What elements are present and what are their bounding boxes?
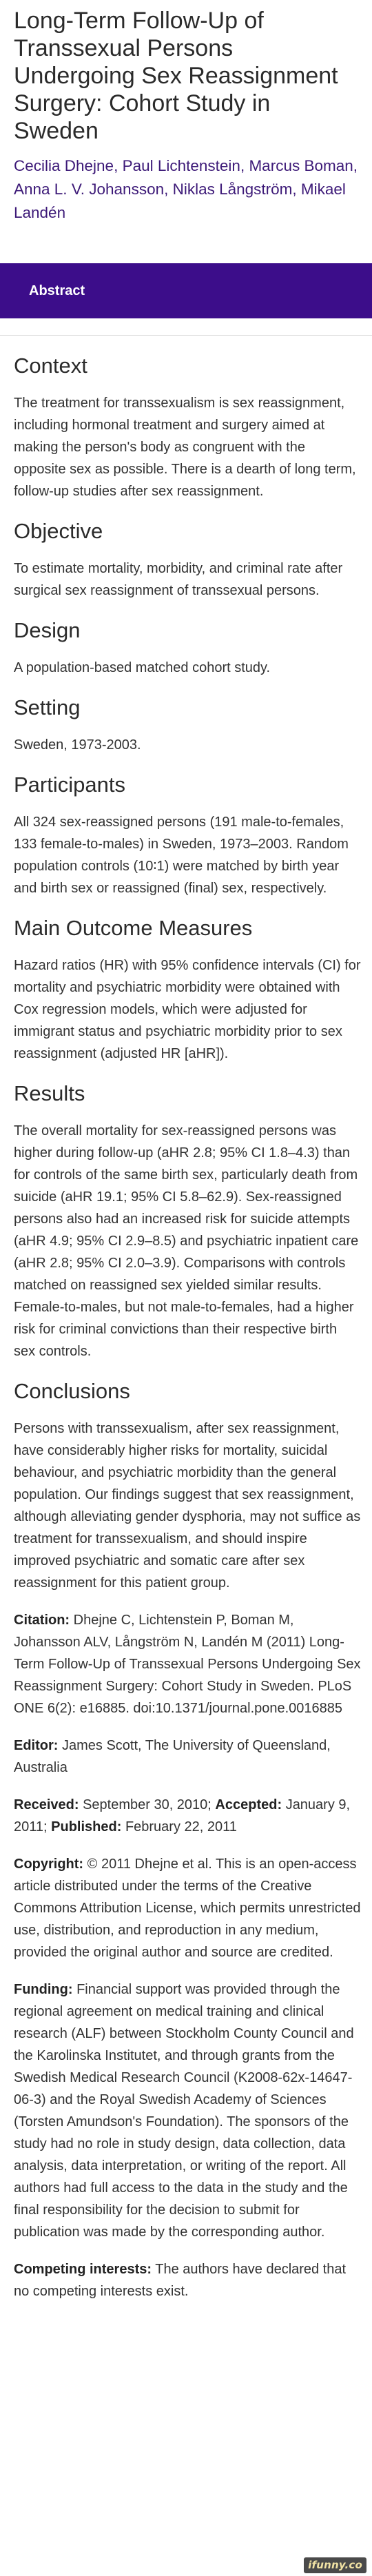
- accepted-date: January 9, 2011;: [14, 1797, 351, 1834]
- participants-section: [0, 756, 372, 899]
- dates-block: [14, 1779, 361, 1838]
- received-label: Received:: [14, 1797, 79, 1812]
- context-text: The treatment for transsexualism is sex reassignment, including hormonal treatment and surgery aimed at making the person's body as congruent with the opposite sex as possible. There is a dearth of long term, follow-up studies after sex reassignment.: [14, 396, 356, 499]
- conclusions-text: Persons with transsexualism, after sex reassignment, have considerably higher risks for mortality, suicidal behaviour, and psychiatric morbidity than the general population. Our findings suggest that sex reassignment, although alleviating gender dysphoria, may not suffice as treatment for transsexualism, and should inspire improved psychiatric and somatic care after sex reassignment for this patient group.: [14, 1421, 361, 1591]
- competing-interests-text: The authors have declared that no competing interests exist.: [14, 2262, 347, 2299]
- context-section: [0, 336, 372, 502]
- results-heading: Results: [14, 1081, 85, 1105]
- conclusions-section: [0, 1362, 372, 1594]
- watermark-text: ifunny.co: [308, 2559, 362, 2571]
- copyright-block: [14, 1838, 361, 1963]
- outcome-heading: Main Outcome Measures: [14, 916, 253, 940]
- funding-label: Funding:: [14, 1982, 73, 1997]
- editor-text: James Scott, The University of Queensland, Australia: [14, 1738, 331, 1775]
- competing-interests-label: Competing interests:: [14, 2262, 152, 2277]
- setting-section: [0, 679, 372, 756]
- article-title: Long-Term Follow-Up of Transsexual Persons Undergoing Sex Reassignment Surgery: Cohort Study in Sweden: [14, 8, 338, 144]
- accepted-label: Accepted:: [215, 1797, 282, 1812]
- citation-block: [14, 1594, 361, 1719]
- published-label: Published:: [51, 1819, 122, 1834]
- participants-heading: Participants: [14, 773, 125, 797]
- editor-block: [14, 1719, 361, 1779]
- design-heading: Design: [14, 618, 81, 642]
- objective-text: To estimate mortality, morbidity, and criminal rate after surgical sex reassignment of transsexual persons.: [14, 561, 343, 598]
- author-list[interactable]: Cecilia Dhejne, Paul Lichtenstein, Marcus Boman, Anna L. V. Johansson, Niklas Långström, Mikael Landén: [14, 157, 358, 221]
- ifunny-watermark: [304, 2557, 366, 2573]
- design-text: A population-based matched cohort study.: [14, 660, 271, 675]
- objective-heading: Objective: [14, 519, 103, 543]
- copyright-label: Copyright:: [14, 1857, 84, 1872]
- funding-block: [14, 1963, 361, 2243]
- copyright-text: © 2011 Dhejne et al. This is an open-access article distributed under the terms of the Creative Commons Attribution License, which permits unrestricted use, distribution, and reproduction in any medium, provided the original author and source are credited.: [14, 1857, 361, 1960]
- citation-label: Citation:: [14, 1613, 70, 1628]
- objective-section: [0, 502, 372, 602]
- outcome-section: [0, 899, 372, 1065]
- results-text: The overall mortality for sex-reassigned persons was higher during follow-up (aHR 2.8; 95% CI 1.8–4.3) than for controls of the same birth sex, particularly death from suicide (aHR 19.1; 95% CI 5.8–62.9). Sex-reassigned persons also had an increased risk for suicide attempts (aHR 4.9; 95% CI 2.9–8.5) and psychiatric inpatient care (aHR 2.8; 95% CI 2.0–3.9). Comparisons with controls matched on reassigned sex yielded similar results. Female-to-males, but not male-to-females, had a higher risk for criminal convictions than their respective birth sex controls.: [14, 1123, 359, 1359]
- abstract-tab-label[interactable]: Abstract: [29, 283, 85, 298]
- editor-label: Editor:: [14, 1738, 59, 1753]
- results-section: [0, 1065, 372, 1362]
- received-date: September 30, 2010;: [83, 1797, 211, 1812]
- published-date: February 22, 2011: [125, 1819, 237, 1834]
- participants-text: All 324 sex-reassigned persons (191 male-to-females, 133 female-to-males) in Sweden, 1973–2003. Random population controls (10∶1) were matched by birth year and birth sex or reassigned (final) sex, respectively.: [14, 815, 349, 896]
- setting-text: Sweden, 1973-2003.: [14, 737, 141, 753]
- citation-text: Dhejne C, Lichtenstein P, Boman M, Johansson ALV, Långström N, Landén M (2011) Long-Term Follow-Up of Transsexual Persons Undergoing Sex Reassignment Surgery: Cohort Study in Sweden. PLoS ONE 6(2): e16885. doi:10.1371/journal.pone.0016885: [14, 1613, 361, 1716]
- abstract-tab-bar[interactable]: [0, 263, 372, 318]
- competing-interests-block: [14, 2243, 361, 2302]
- context-heading: Context: [14, 354, 87, 378]
- article-metadata: [0, 1594, 372, 2302]
- design-section: [0, 602, 372, 679]
- setting-heading: Setting: [14, 695, 81, 719]
- abstract-content: [0, 318, 372, 2302]
- outcome-text: Hazard ratios (HR) with 95% confidence intervals (CI) for mortality and psychiatric morbidity were obtained with Cox regression models, which were adjusted for immigrant status and psychiatric morbidity prior to sex reassignment (adjusted HR [aHR]).: [14, 958, 361, 1061]
- conclusions-heading: Conclusions: [14, 1379, 130, 1403]
- funding-text: Financial support was provided through the regional agreement on medical training and clinical research (ALF) between Stockholm County Council and the Karolinska Institutet, and through grants from the Swedish Medical Research Council (K2008-62x-14647-06-3) and the Royal Swedish Academy of Sciences (Torsten Amundson's Foundation). The sponsors of the study had no role in study design, data collection, data analysis, data interpretation, or writing of the report. All authors had full access to the data in the study and the final responsibility for the decision to submit for publication was made by the corresponding author.: [14, 1982, 354, 2240]
